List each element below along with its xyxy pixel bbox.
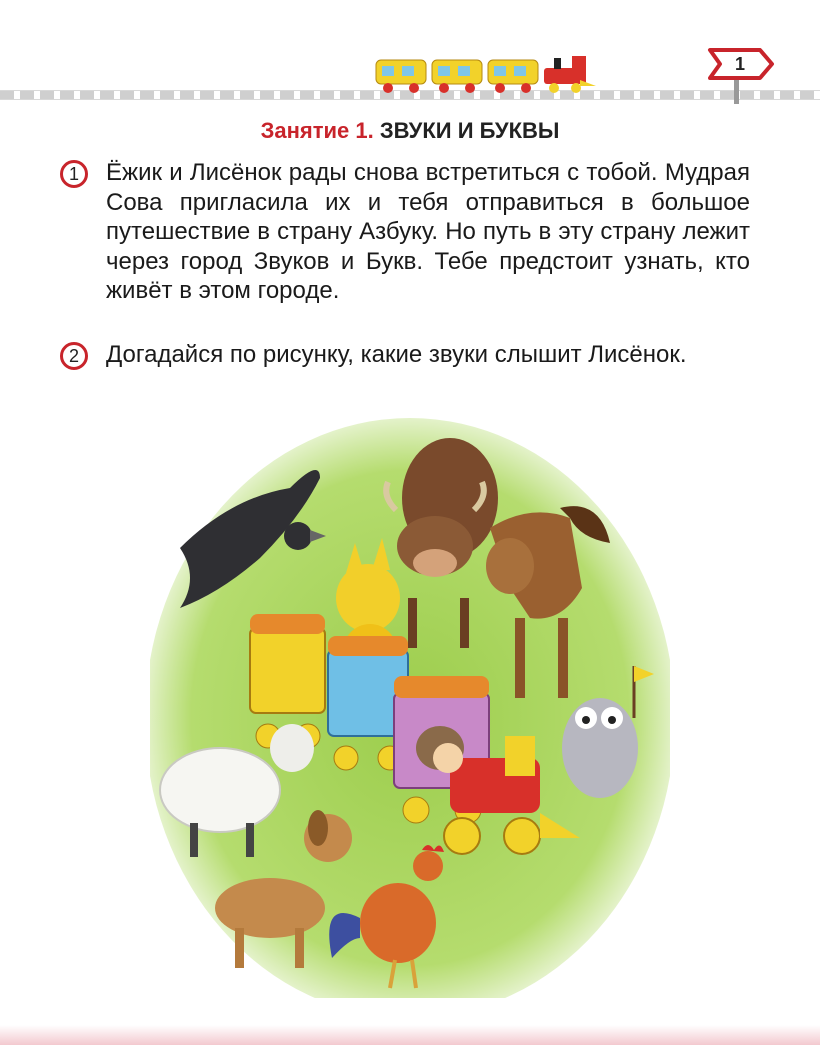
train-wagon-3: [488, 60, 538, 93]
task-2: [60, 340, 750, 370]
task-1: [60, 158, 750, 306]
header-train-icon: [372, 52, 608, 98]
lesson-title: [0, 118, 820, 144]
train-engine: [544, 56, 596, 93]
lesson-number: Занятие 1.: [260, 118, 374, 143]
illustration: [150, 418, 670, 998]
task-text: Ёжик и Лисёнок рады снова встретиться с тобой. Мудрая Сова пригласила их и тебя отправиться в большое путешествие в страну Азбуку. Но путь в эту страну лежит через город Звуков и Букв. Тебе предстоит узнать, кто живёт в этом городе.: [106, 159, 750, 304]
bottom-band: [0, 1025, 820, 1045]
task-number-badge: 2: [60, 342, 88, 370]
lesson-topic: ЗВУКИ И БУКВЫ: [379, 118, 560, 143]
task-number-badge: 1: [60, 160, 88, 188]
task-text: Догадайся по рисунку, какие звуки слышит Лисёнок.: [106, 341, 687, 368]
train-wagon-1: [376, 60, 426, 93]
page-number: 1: [734, 54, 745, 74]
train-wagon-2: [432, 60, 482, 93]
